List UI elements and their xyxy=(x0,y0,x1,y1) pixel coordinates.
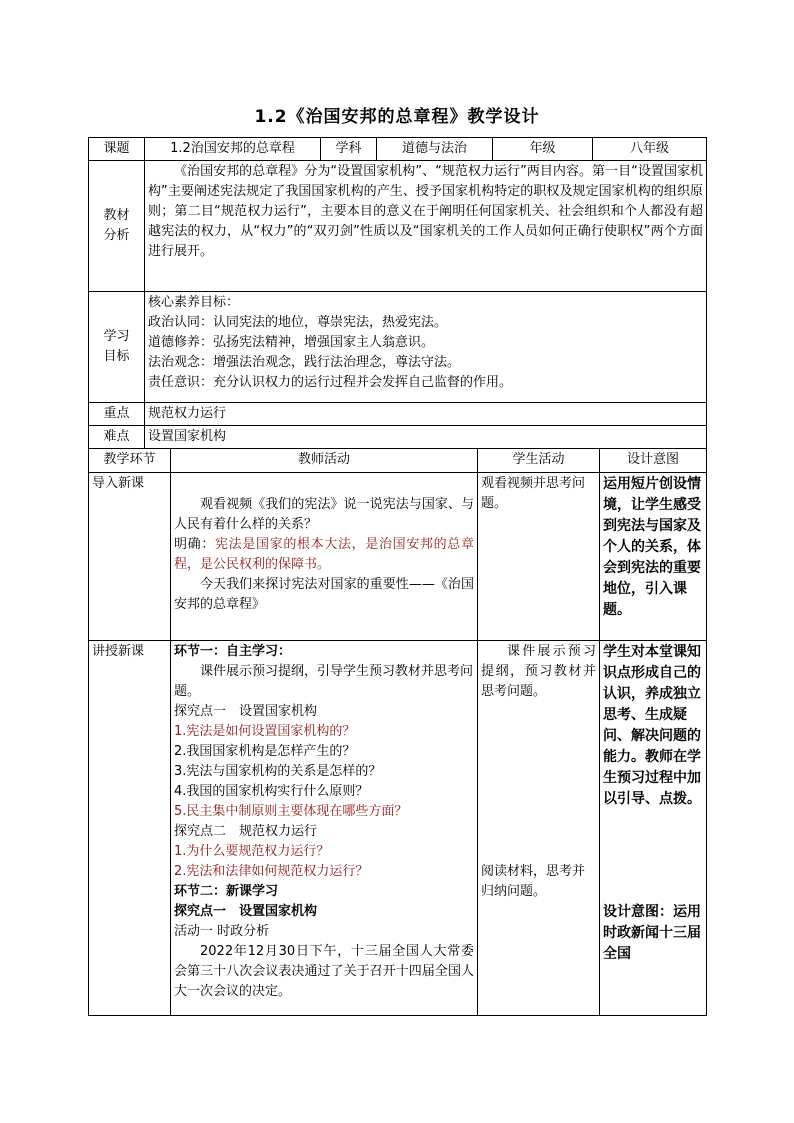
new-lesson-stage: 讲授新课 xyxy=(89,641,171,1016)
goal-line: 核心素养目标： xyxy=(148,295,240,310)
key-point-value: 规范权力运行 xyxy=(145,403,707,426)
goals-row xyxy=(89,292,707,403)
activity-header-row xyxy=(89,449,707,473)
header-student: 学生活动 xyxy=(478,449,600,473)
goals-label: 学习 目标 xyxy=(89,292,145,403)
header-teacher: 教师活动 xyxy=(171,449,478,473)
intro-teacher: 观看视频《我们的宪法》说一说宪法与国家、与人民有着什么样的关系？ 明确：宪法是国家的根本大法，是治国安邦的总章程，是公民权利的保障书。 今天我们来探讨宪法对国家的重要性——《治国安邦的总章程》 xyxy=(171,473,478,641)
goal-line: 政治认同：认同宪法的地位，尊崇宪法，热爱宪法。 xyxy=(148,315,448,330)
grade-value: 八年级 xyxy=(593,138,707,161)
analysis-row xyxy=(89,161,707,292)
difficulty-label: 难点 xyxy=(89,426,145,449)
analysis-text: 《治国安邦的总章程》分为“设置国家机构”、“规范权力运行”两目内容。第一目“设置国家机构”主要阐述宪法规定了我国国家机构的产生、授予国家机构特定的职权及规定国家机构的组织原则；第二目“规范权力运行”，主要本目的意义在于阐明任何国家机关、社会组织和个人都没有超越宪法的权力，从“权力”的“双刃剑”性质以及“国家机关的工作人员如何正确行使职权”两个方面进行展开。 xyxy=(145,161,707,292)
difficulty-row xyxy=(89,426,707,449)
subject-label: 学科 xyxy=(321,138,377,161)
key-point-label: 重点 xyxy=(89,403,145,426)
key-point-row xyxy=(89,403,707,426)
lesson-plan-table xyxy=(88,137,707,449)
difficulty-value: 设置国家机构 xyxy=(145,426,707,449)
topic-label: 课题 xyxy=(89,138,145,161)
new-lesson-design: 学生对本堂课知识点形成自己的认识，养成独立思考、生成疑问、解决问题的能力。教师在学生预习过程中加以引导、点拨。 设计意图：运用时政新闻十三届全国 xyxy=(600,641,707,1016)
subject-value: 道德与法治 xyxy=(377,138,493,161)
header-row xyxy=(89,138,707,161)
goals-text xyxy=(145,292,707,403)
intro-row xyxy=(89,473,707,641)
goal-line: 法治观念：增强法治观念，践行法治理念，尊法守法。 xyxy=(148,355,461,370)
analysis-label: 教材 分析 xyxy=(89,161,145,292)
new-lesson-student: 课件展示预习提纲，预习教材并思考问题。 阅读材料，思考并归纳问题。 xyxy=(478,641,600,1016)
header-design: 设计意图 xyxy=(600,449,707,473)
goal-line: 责任意识：充分认识权力的运行过程并会发挥自己监督的作用。 xyxy=(148,375,513,390)
grade-label: 年级 xyxy=(493,138,593,161)
new-lesson-teacher: 环节一：自主学习： 课件展示预习提纲，引导学生预习教材并思考问题。 探究点一 设置国家机构 1.宪法是如何设置国家机构的？ 2.我国国家机构是怎样产生的？ 3.宪法与国家机构的关系是怎样的？ 4.我国的国家机构实行什么原则？ 5.民主集中制原则主要体现在哪些方面？ 探究点二 规范权力运行 1.为什么要规范权力运行？ 2.宪法和法律如何规范权力运行？ 环节二：新课学习 探究点一 设置国家机构 活动一 时政分析 2022年12月30日下午，十三届全国人大常委会第三十八次会议表决通过了关于召开十四届全国人大一次会议的决定。 xyxy=(171,641,478,1016)
activity-table xyxy=(88,448,707,1016)
topic-value: 1.2治国安邦的总章程 xyxy=(145,138,321,161)
header-stage: 教学环节 xyxy=(89,449,171,473)
goal-line: 道德修养：弘扬宪法精神，增强国家主人翁意识。 xyxy=(148,335,435,350)
intro-student: 观看视频并思考问题。 xyxy=(478,473,600,641)
intro-stage: 导入新课 xyxy=(89,473,171,641)
page-title: 1.2《治国安邦的总章程》教学设计 xyxy=(254,107,540,127)
new-lesson-row xyxy=(89,641,707,1016)
intro-design: 运用短片创设情境，让学生感受到宪法与国家及个人的关系，体会到宪法的重要地位，引入课题。 xyxy=(600,473,707,641)
